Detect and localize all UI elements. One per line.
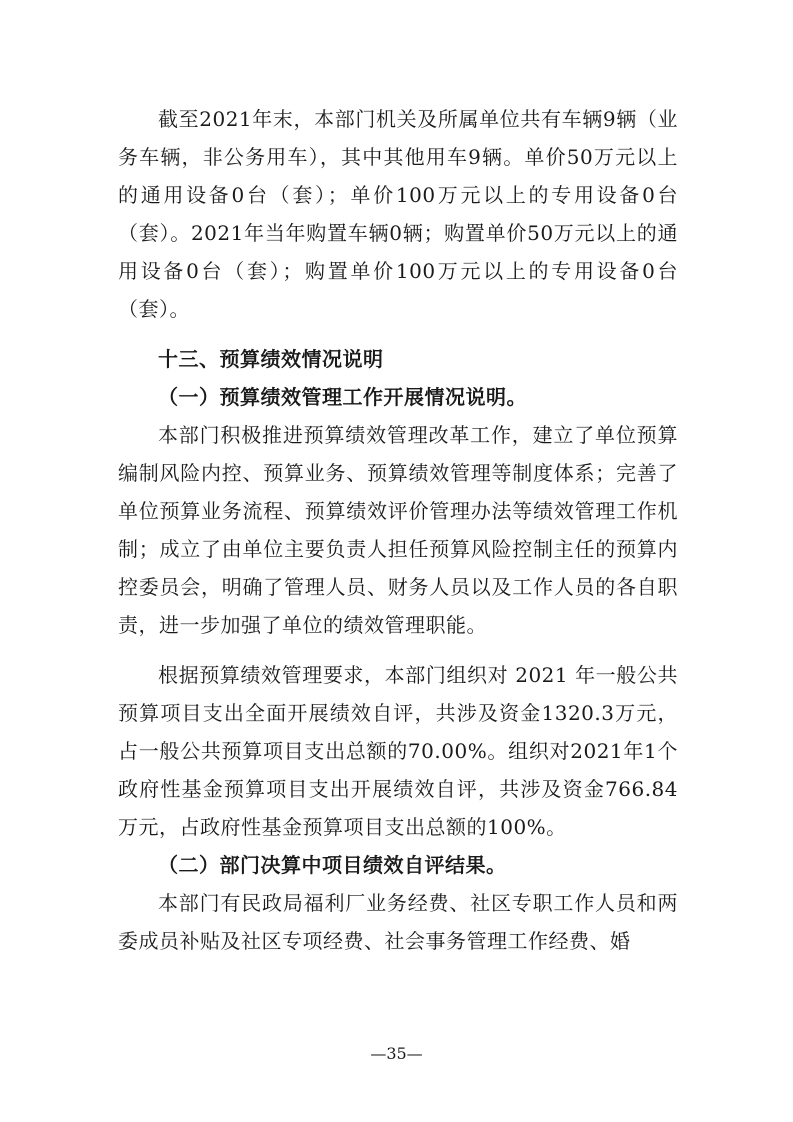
paragraph-performance-reform: 本部门积极推进预算绩效管理改革工作，建立了单位预算编制风险内控、预算业务、预算绩效管理等制度体系；完善了单位预算业务流程、预算绩效评价管理办法等绩效管理工作机制；成立了由单位主要负责人担任预算风险控制主任的预算内控委员会，明确了管理人员、财务人员以及工作人员的各自职责，进一步加强了单位的绩效管理职能。	[118, 423, 678, 637]
subsection-2-heading: （二）部门决算中项目绩效自评结果。	[158, 853, 507, 877]
paragraph-self-evaluation: 根据预算绩效管理要求，本部门组织对 2021 年一般公共预算项目支出全面开展绩效自评，共涉及资金1320.3万元，占一般公共预算项目支出总额的70.00%。组织对2021年1个政府性基金预算项目支出开展绩效自评，共涉及资金766.84万元，占政府性基金预算项目支出总额的100%。	[118, 663, 678, 839]
section-heading: 十三、预算绩效情况说明	[158, 347, 384, 371]
page-number: —35—	[370, 1044, 423, 1063]
paragraph-project-results: 本部门有民政局福利厂业务经费、社区专职工作人员和两委成员补贴及社区专项经费、社会事务管理工作经费、婚	[118, 891, 678, 953]
paragraph-vehicles-equipment: 截至2021年末，本部门机关及所属单位共有车辆9辆（业务车辆，非公务用车），其中其他用车9辆。单价50万元以上的通用设备0台（套）；单价100万元以上的专用设备0台（套）。2021年当年购置车辆0辆；购置单价50万元以上的通用设备0台（套）；购置单价100万元以上的专用设备0台（套）。	[118, 107, 678, 321]
subsection-1-heading: （一）预算绩效管理工作开展情况说明。	[158, 385, 527, 409]
document-body	[118, 100, 678, 960]
